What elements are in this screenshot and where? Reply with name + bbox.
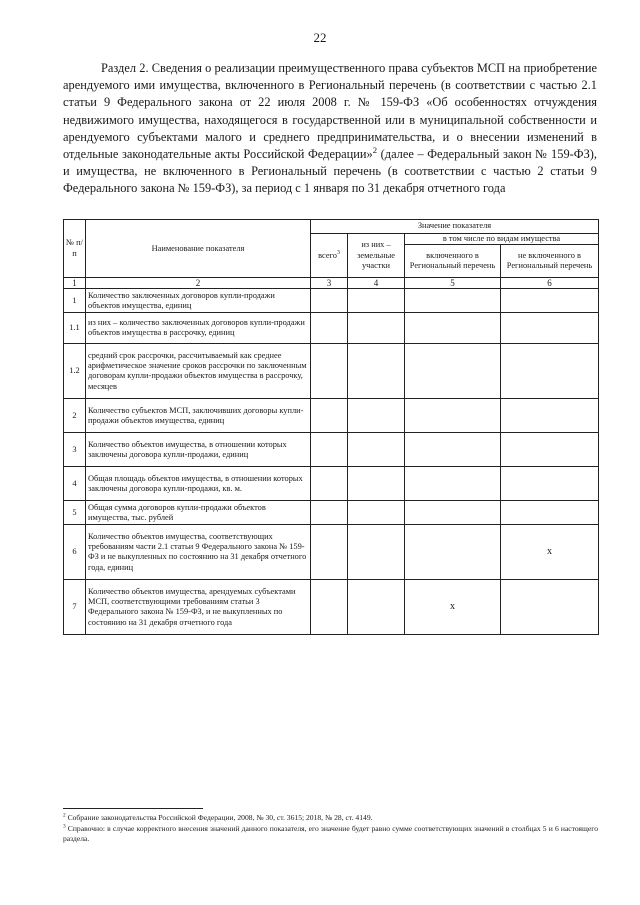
- cell-not-included[interactable]: [501, 399, 599, 433]
- footnote-text: Собрание законодательства Российской Федерации, 2008, № 30, ст. 3615; 2018, № 28, ст. 4149.: [67, 813, 373, 822]
- table-row: [64, 289, 599, 313]
- row-number: 3: [64, 433, 86, 467]
- cell-land[interactable]: [348, 433, 405, 467]
- table-row: [64, 344, 599, 399]
- cell-total[interactable]: [311, 289, 348, 313]
- footnote-ref-3: 3: [336, 249, 340, 256]
- col-number: 6: [501, 278, 599, 289]
- cell-not-included[interactable]: [501, 467, 599, 501]
- footnote-mark: 3: [63, 823, 66, 830]
- table-row: [64, 501, 599, 525]
- cell-not-included[interactable]: [501, 433, 599, 467]
- header-land: из них – земельные участки: [348, 234, 405, 278]
- row-indicator-name: Количество объектов имущества, соответствующих требованиям части 2.1 статьи 9 Федерального закона № 159-ФЗ и не выкупленных по состоянию на 31 декабря отчетного года, единиц: [86, 525, 311, 580]
- cell-land[interactable]: [348, 525, 405, 580]
- cell-included[interactable]: [405, 399, 501, 433]
- cell-included[interactable]: [405, 289, 501, 313]
- section-heading: [63, 60, 597, 198]
- footnote-3: [63, 824, 598, 844]
- cell-included[interactable]: [405, 344, 501, 399]
- header-by-type: в том числе по видам имущества: [405, 234, 599, 245]
- indicators-table: [63, 219, 599, 635]
- row-indicator-name: Количество объектов имущества, в отношении которых заключены договора купли-продажи, единиц: [86, 433, 311, 467]
- row-number: 6: [64, 525, 86, 580]
- cell-land[interactable]: [348, 501, 405, 525]
- col-number: 4: [348, 278, 405, 289]
- header-value-group: Значение показателя: [311, 220, 599, 234]
- col-number: 1: [64, 278, 86, 289]
- header-total-label: всего: [318, 250, 337, 260]
- row-number: 5: [64, 501, 86, 525]
- table-row: [64, 580, 599, 635]
- cell-total[interactable]: [311, 433, 348, 467]
- row-number: 1.1: [64, 313, 86, 344]
- row-number: 4: [64, 467, 86, 501]
- header-total: [311, 234, 348, 278]
- section-heading-text: Раздел 2. Сведения о реализации преимущественного права субъектов МСП на приобретение арендуемого ими имущества, включенного в Региональный перечень (в соответствии с частью 2.1 статьи 9 Федерального закона от 22 июля 2008 г. № 159-ФЗ «Об особенностях отчуждения недвижимого имущества, находящегося в государственной или в муниципальной собственности и арендуемого субъектами малого и среднего предпринимательства, и о внесении изменений в отдельные законодательные акты Российской Федерации»: [63, 61, 597, 162]
- cell-land[interactable]: [348, 467, 405, 501]
- cell-total[interactable]: [311, 344, 348, 399]
- cell-included: x: [405, 580, 501, 635]
- footnote-mark: 2: [63, 812, 66, 819]
- footnote-ref-2: 2: [372, 144, 378, 155]
- cell-total[interactable]: [311, 399, 348, 433]
- cell-not-included: x: [501, 525, 599, 580]
- footnote-divider: [63, 808, 203, 809]
- cell-included[interactable]: [405, 313, 501, 344]
- cell-land[interactable]: [348, 313, 405, 344]
- cell-total[interactable]: [311, 580, 348, 635]
- row-number: 1: [64, 289, 86, 313]
- cell-total[interactable]: [311, 313, 348, 344]
- cell-not-included[interactable]: [501, 313, 599, 344]
- cell-total[interactable]: [311, 501, 348, 525]
- table-row: [64, 399, 599, 433]
- col-number: 5: [405, 278, 501, 289]
- cell-land[interactable]: [348, 399, 405, 433]
- row-indicator-name: Количество заключенных договоров купли-продажи объектов имущества, единиц: [86, 289, 311, 313]
- cell-included[interactable]: [405, 525, 501, 580]
- header-name: Наименование показателя: [86, 220, 311, 278]
- cell-included[interactable]: [405, 467, 501, 501]
- cell-not-included[interactable]: [501, 289, 599, 313]
- footnote-text: Справочно: в случае корректного внесения значений данного показателя, его значение будет равно сумме соответствующих значений в столбцах 5 и 6 настоящего раздела.: [63, 824, 598, 843]
- row-indicator-name: Общая площадь объектов имущества, в отношении которых заключены договора купли-продажи, кв. м.: [86, 467, 311, 501]
- header-included: включенного в Региональный перечень: [405, 245, 501, 278]
- footnotes: [63, 813, 598, 845]
- cell-not-included[interactable]: [501, 344, 599, 399]
- cell-land[interactable]: [348, 289, 405, 313]
- row-indicator-name: Количество объектов имущества, арендуемых субъектами МСП, соответствующими требованиям статьи 3 Федерального закона № 159-ФЗ, и не выкупленных по состоянию на 31 декабря отчетного года: [86, 580, 311, 635]
- column-numbers-row: [64, 278, 599, 289]
- cell-not-included[interactable]: [501, 580, 599, 635]
- page-number: 22: [313, 30, 327, 45]
- table-row: [64, 467, 599, 501]
- row-indicator-name: из них – количество заключенных договоров купли-продажи объектов имущества в рассрочку, единиц: [86, 313, 311, 344]
- row-indicator-name: средний срок рассрочки, рассчитываемый как среднее арифметическое значение сроков рассрочки по заключенным договорам купли-продажи объектов имущества в рассрочку, месяцев: [86, 344, 311, 399]
- cell-not-included[interactable]: [501, 501, 599, 525]
- table-row: [64, 313, 599, 344]
- footnote-2: [63, 813, 598, 823]
- cell-land[interactable]: [348, 344, 405, 399]
- cell-included[interactable]: [405, 501, 501, 525]
- cell-total[interactable]: [311, 525, 348, 580]
- col-number: 2: [86, 278, 311, 289]
- cell-total[interactable]: [311, 467, 348, 501]
- cell-included[interactable]: [405, 433, 501, 467]
- section-heading-text-cont: (далее – Федеральный закон № 159-ФЗ), и имущества, не включенного в Региональный перечень (в соответствии с частью 2 статьи 9 Федерального закона № 159-ФЗ), за период с 1 января по 31 декабря отчетного года: [63, 147, 597, 196]
- table-row: [64, 525, 599, 580]
- row-number: 1.2: [64, 344, 86, 399]
- row-number: 2: [64, 399, 86, 433]
- col-number: 3: [311, 278, 348, 289]
- header-no: № п/п: [64, 220, 86, 278]
- header-not-included: не включенного в Региональный перечень: [501, 245, 599, 278]
- row-number: 7: [64, 580, 86, 635]
- row-indicator-name: Количество субъектов МСП, заключивших договоры купли-продажи объектов имущества, единиц: [86, 399, 311, 433]
- row-indicator-name: Общая сумма договоров купли-продажи объектов имущества, тыс. рублей: [86, 501, 311, 525]
- cell-land[interactable]: [348, 580, 405, 635]
- table-row: [64, 433, 599, 467]
